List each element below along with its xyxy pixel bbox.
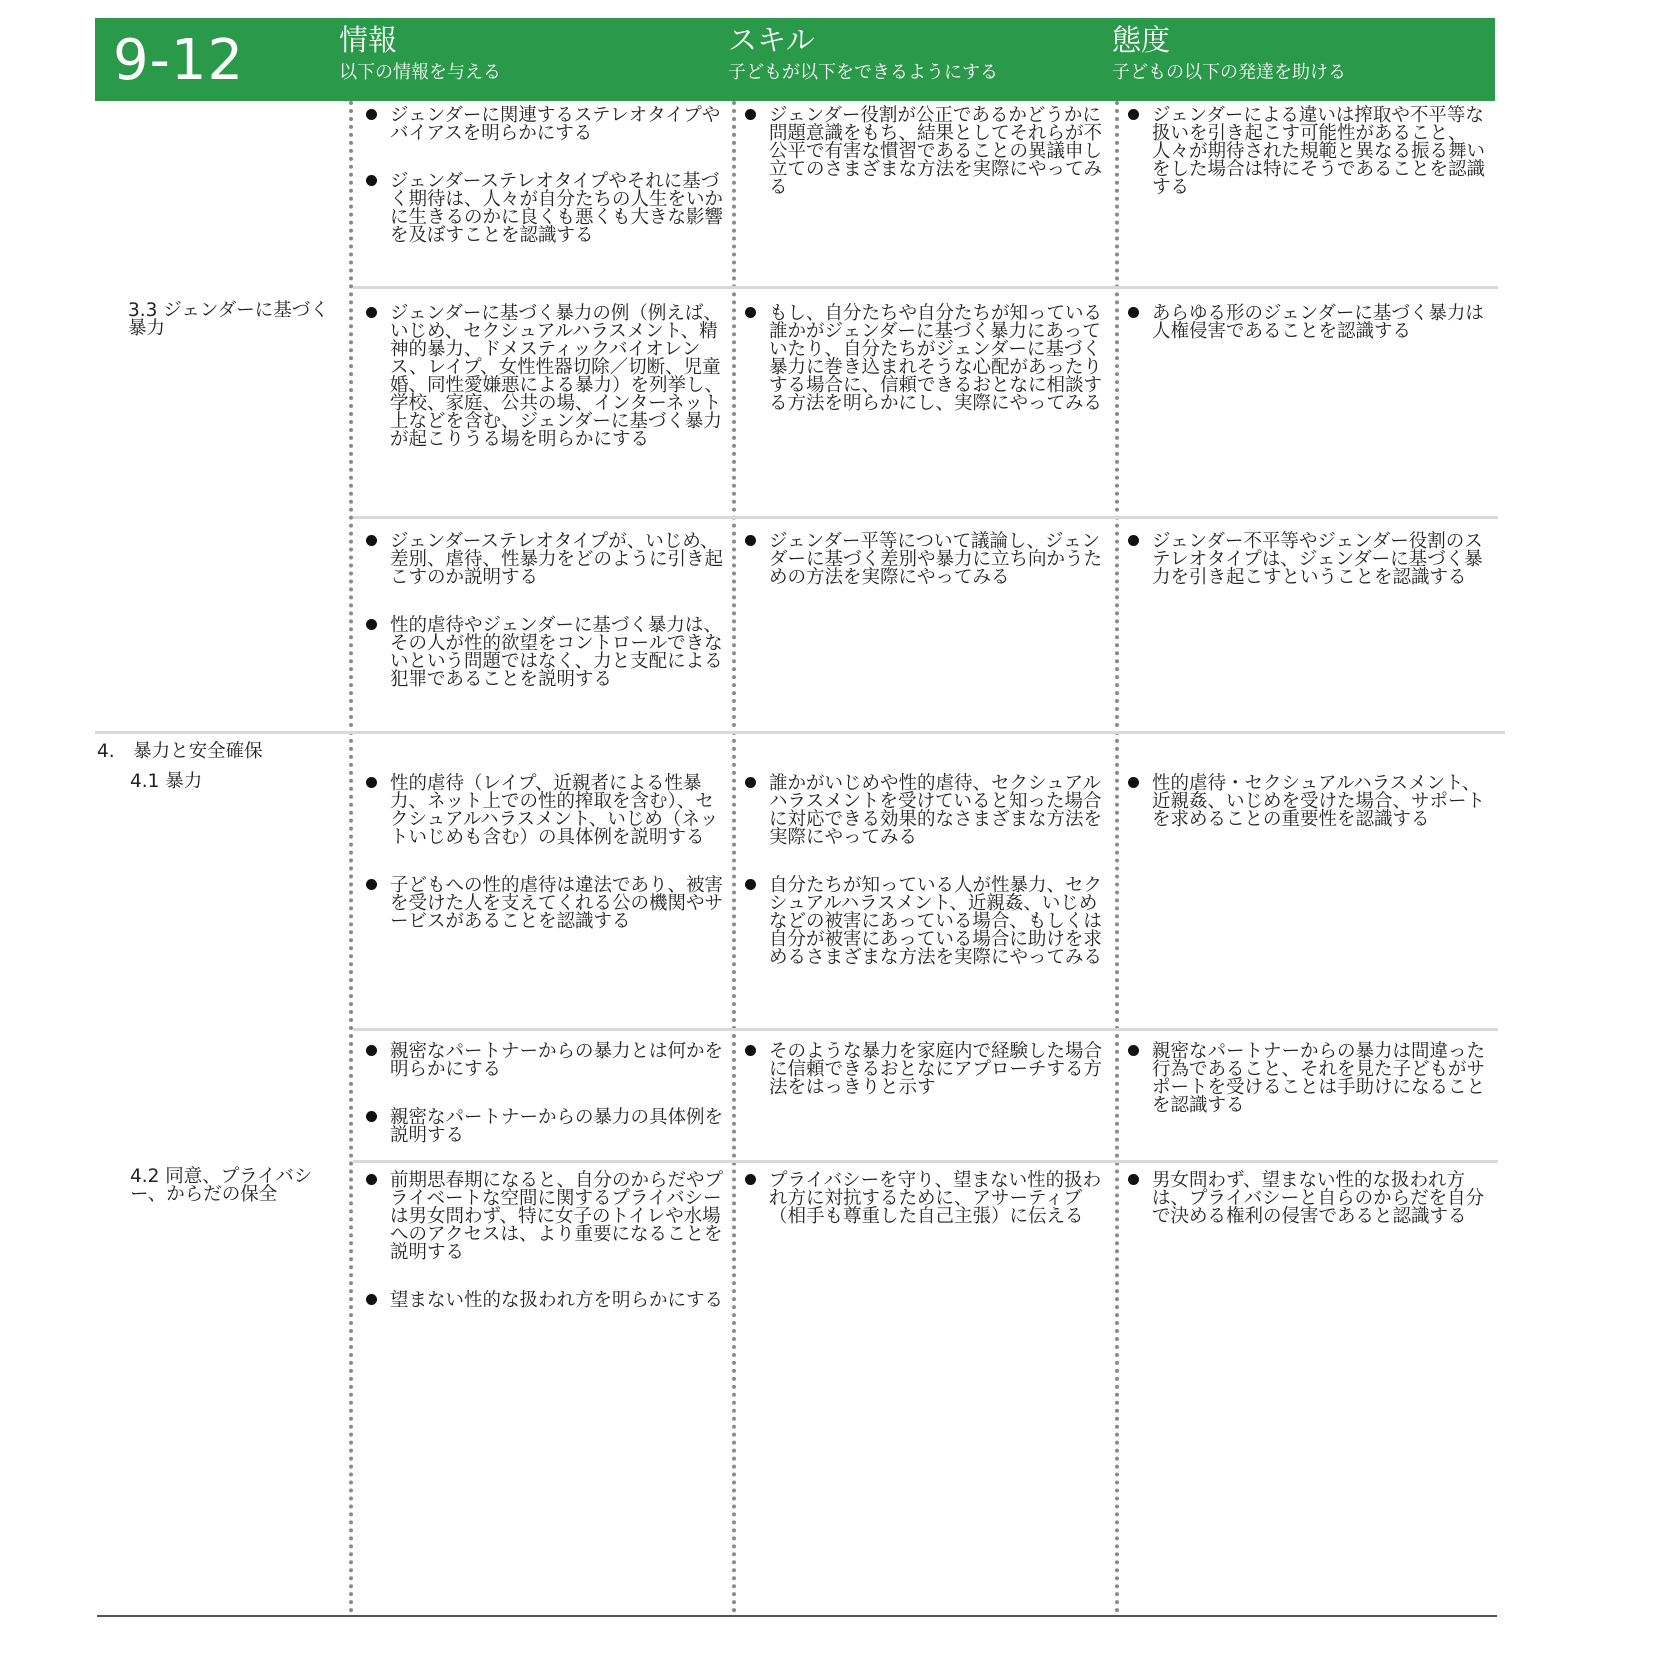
skill-cell bbox=[743, 1172, 1105, 1226]
skill-cell bbox=[743, 533, 1105, 587]
bullet-icon bbox=[745, 535, 756, 546]
list-item: ジェンダーに関連するステレオタイプやバイアスを明らかにする bbox=[364, 107, 724, 143]
list-item: 親密なパートナーからの暴力は間違った行為であること、それを見た子どもがサポートを受けることは手助けになることを認識する bbox=[1126, 1043, 1488, 1115]
header-info-subtitle: 以下の情報を与える bbox=[339, 62, 501, 83]
bullet-icon bbox=[1128, 307, 1139, 318]
skill-cell bbox=[743, 305, 1105, 413]
list-item: ジェンダーによる違いは搾取や不平等な扱いを引き起こす可能性があること、人々が期待された規範と異なる振る舞いをした場合は特にそうであることを認識する bbox=[1126, 107, 1488, 197]
row-separator bbox=[353, 516, 1498, 519]
list-item: 性的虐待（レイプ、近親者による性暴力、ネット上での性的搾取を含む）、セクシュアルハラスメント、いじめ（ネットいじめも含む）の具体例を説明する bbox=[364, 775, 724, 847]
attitude-cell bbox=[1126, 533, 1488, 587]
list-item: ジェンダーステレオタイプが、いじめ、差別、虐待、性暴力をどのように引き起こすのか説明する bbox=[364, 533, 724, 587]
list-item: ジェンダー不平等やジェンダー役割のステレオタイプは、ジェンダーに基づく暴力を引き起こすということを認識する bbox=[1126, 533, 1488, 587]
attitude-cell bbox=[1126, 1172, 1488, 1226]
list-item: 望まない性的な扱われ方を明らかにする bbox=[364, 1292, 724, 1310]
bullet-icon bbox=[366, 619, 377, 630]
list-item: あらゆる形のジェンダーに基づく暴力は人権侵害であることを認識する bbox=[1126, 305, 1488, 341]
skill-cell bbox=[743, 1043, 1105, 1097]
skill-cell bbox=[743, 775, 1105, 967]
bullet-icon bbox=[366, 1174, 377, 1185]
list-item: 誰かがいじめや性的虐待、セクシュアルハラスメントを受けていると知った場合に対応できる効果的なさまざまな方法を実際にやってみる bbox=[743, 775, 1105, 847]
table-bottom-rule bbox=[97, 1615, 1497, 1617]
header-attitude bbox=[1112, 22, 1346, 88]
topic-3-3: 3.3 ジェンダーに基づく暴力 bbox=[128, 300, 329, 339]
bullet-icon bbox=[745, 307, 756, 318]
bullet-icon bbox=[745, 777, 756, 788]
column-divider bbox=[1115, 101, 1119, 1614]
list-item: プライバシーを守り、望まない性的扱われ方に対抗するために、アサーティブ（相手も尊重した自己主張）に伝える bbox=[743, 1172, 1105, 1226]
bullet-icon bbox=[745, 1174, 756, 1185]
bullet-icon bbox=[1128, 1045, 1139, 1056]
bullet-icon bbox=[366, 109, 377, 120]
bullet-icon bbox=[745, 1045, 756, 1056]
bullet-icon bbox=[1128, 777, 1139, 788]
bullet-icon bbox=[366, 777, 377, 788]
list-item: もし、自分たちや自分たちが知っている誰かがジェンダーに基づく暴力にあっていたり、自分たちがジェンダーに基づく暴力に巻き込まれそうな心配があったりする場合に、信頼できるおとなに相談する方法を明らかにし、実際にやってみる bbox=[743, 305, 1105, 413]
list-item: ジェンダー平等について議論し、ジェンダーに基づく差別や暴力に立ち向かうための方法を実際にやってみる bbox=[743, 533, 1105, 587]
header-info-title: 情報 bbox=[339, 23, 398, 57]
attitude-cell bbox=[1126, 775, 1488, 829]
header-skill bbox=[728, 22, 998, 88]
age-range: 9-12 bbox=[113, 28, 245, 93]
list-item: 男女問わず、望まない性的な扱われ方は、プライバシーと自らのからだを自分で決める権利の侵害であると認識する bbox=[1126, 1172, 1488, 1226]
list-item: そのような暴力を家庭内で経験した場合に信頼できるおとなにアプローチする方法をはっきりと示す bbox=[743, 1043, 1105, 1097]
bullet-icon bbox=[745, 879, 756, 890]
row-separator bbox=[95, 731, 1505, 734]
info-cell bbox=[364, 305, 724, 449]
row-separator bbox=[353, 286, 1498, 289]
list-item: ジェンダー役割が公正であるかどうかに問題意識をもち、結果としてそれらが不公平で有害な慣習であることの異議申し立てのさまざまな方法を実際にやってみる bbox=[743, 107, 1105, 197]
header-band bbox=[95, 18, 1495, 101]
bullet-icon bbox=[366, 1045, 377, 1056]
column-divider bbox=[732, 101, 736, 1614]
list-item: 自分たちが知っている人が性暴力、セクシュアルハラスメント、近親姦、いじめなどの被害にあっている場合、もしくは自分が被害にあっている場合に助けを求めるさまざまな方法を実際にやってみる bbox=[743, 877, 1105, 967]
info-cell bbox=[364, 775, 724, 931]
bullet-icon bbox=[745, 109, 756, 120]
attitude-cell bbox=[1126, 1043, 1488, 1115]
bullet-icon bbox=[1128, 109, 1139, 120]
header-skill-subtitle: 子どもが以下をできるようにする bbox=[728, 62, 998, 83]
list-item: ジェンダーに基づく暴力の例（例えば、いじめ、セクシュアルハラスメント、精神的暴力、ドメスティックバイオレンス、レイプ、女性性器切除／切断、児童婚、同性愛嫌悪による暴力）を列挙し、学校、家庭、公共の場、インターネット上などを含む、ジェンダーに基づく暴力が起こりうる場を明らかにする bbox=[364, 305, 724, 449]
bullet-icon bbox=[366, 535, 377, 546]
row-separator bbox=[353, 1028, 1498, 1031]
bullet-icon bbox=[1128, 535, 1139, 546]
skill-cell bbox=[743, 107, 1105, 197]
attitude-cell bbox=[1126, 107, 1488, 197]
list-item: ジェンダーステレオタイプやそれに基づく期待は、人々が自分たちの人生をいかに生きるのかに良くも悪くも大きな影響を及ぼすことを認識する bbox=[364, 173, 724, 245]
list-item: 性的虐待・セクシュアルハラスメント、近親姦、いじめを受けた場合、サポートを求めることの重要性を認識する bbox=[1126, 775, 1488, 829]
header-attitude-subtitle: 子どもの以下の発達を助ける bbox=[1112, 62, 1346, 83]
list-item: 性的虐待やジェンダーに基づく暴力は、その人が性的欲望をコントロールできないという問題ではなく、力と支配による犯罪であることを説明する bbox=[364, 617, 724, 689]
bullet-icon bbox=[366, 1294, 377, 1305]
list-item: 親密なパートナーからの暴力とは何かを明らかにする bbox=[364, 1043, 724, 1079]
header-skill-title: スキル bbox=[728, 23, 815, 57]
topic-4-1: 4.1 暴力 bbox=[130, 771, 203, 792]
header-info bbox=[339, 22, 501, 88]
topic-4: 4. 暴力と安全確保 bbox=[97, 741, 263, 762]
list-item: 前期思春期になると、自分のからだやプライベートな空間に関するプライバシーは男女問わず、特に女子のトイレや水場へのアクセスは、より重要になることを説明する bbox=[364, 1172, 724, 1262]
bullet-icon bbox=[366, 1111, 377, 1122]
column-divider bbox=[349, 101, 353, 1614]
attitude-cell bbox=[1126, 305, 1488, 341]
bullet-icon bbox=[366, 175, 377, 186]
info-cell bbox=[364, 1172, 724, 1310]
bullet-icon bbox=[366, 307, 377, 318]
topic-4-2: 4.2 同意、プライバシー、からだの保全 bbox=[130, 1166, 313, 1205]
info-cell bbox=[364, 533, 724, 689]
list-item: 子どもへの性的虐待は違法であり、被害を受けた人を支えてくれる公の機関やサービスがあることを認識する bbox=[364, 877, 724, 931]
info-cell bbox=[364, 1043, 724, 1145]
bullet-icon bbox=[366, 879, 377, 890]
info-cell bbox=[364, 107, 724, 245]
row-separator bbox=[353, 1160, 1498, 1163]
list-item: 親密なパートナーからの暴力の具体例を説明する bbox=[364, 1109, 724, 1145]
bullet-icon bbox=[1128, 1174, 1139, 1185]
header-attitude-title: 態度 bbox=[1112, 23, 1171, 57]
